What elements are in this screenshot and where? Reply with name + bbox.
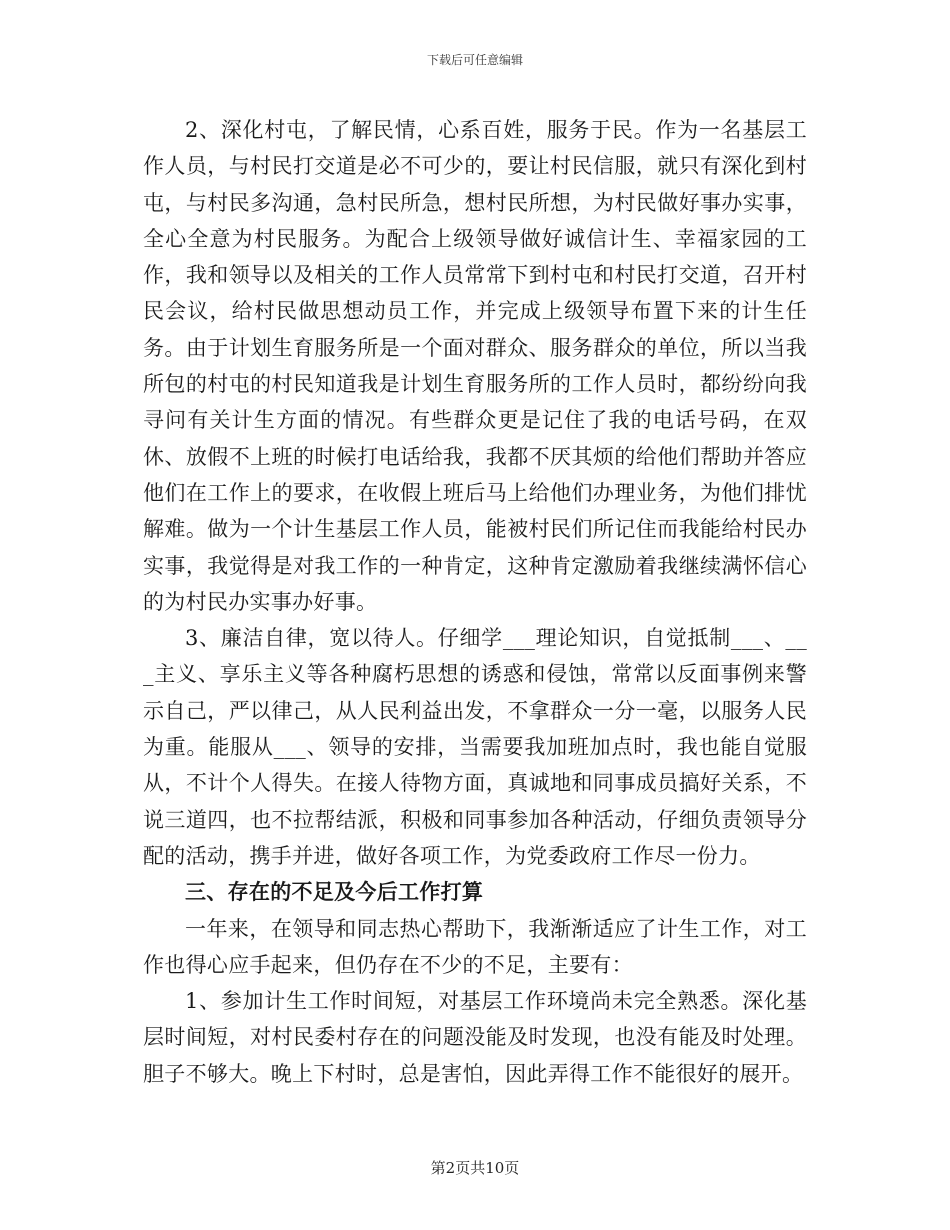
document-body (143, 112, 807, 1092)
page-number-footer: 第2页共10页 (430, 1159, 520, 1177)
section-heading-3: 三、存在的不足及今后工作打算 (185, 879, 484, 905)
page-header-note: 下载后可任意编辑 (426, 53, 523, 67)
paragraph-section-2-item-3: 3、廉洁自律，宽以待人。仔细学___理论知识，自觉抵制___、___主义、享乐主义等各种腐朽思想的诱惑和侵蚀，常常以反面事例来警示自己，严以律己，从人民利益出发，不拿群众一分一毫，以服务人民为重。能服从___、领导的安排，当需要我加班加点时，我也能自觉服从，不计个人得失。在接人待物方面，真诚地和同事成员搞好关系，不说三道四，也不拉帮结派，积极和同事参加各种活动，仔细负责领导分配的活动，携手并进，做好各项工作，为党委政府工作尽一份力。 (143, 626, 807, 868)
paragraph-section-3-intro: 一年来，在领导和同志热心帮助下，我渐渐适应了计生工作，对工作也得心应手起来，但仍存在不少的不足，主要有： (143, 916, 807, 977)
paragraph-section-2-item-2: 2、深化村屯，了解民情，心系百姓，服务于民。作为一名基层工作人员，与村民打交道是必不可少的，要让村民信服，就只有深化到村屯，与村民多沟通，急村民所急，想村民所想，为村民做好事办实事，全心全意为村民服务。为配合上级领导做好诚信计生、幸福家园的工作，我和领导以及相关的工作人员常常下到村屯和村民打交道，召开村民会议，给村民做思想动员工作，并完成上级领导布置下来的计生任务。由于计划生育服务所是一个面对群众、服务群众的单位，所以当我所包的村屯的村民知道我是计划生育服务所的工作人员时，都纷纷向我寻问有关计生方面的情况。有些群众更是记住了我的电话号码，在双休、放假不上班的时候打电话给我，我都不厌其烦的给他们帮助并答应他们在工作上的要求，在收假上班后马上给他们办理业务，为他们排忧解难。做为一个计生基层工作人员，能被村民们所记住而我能给村民办实事，我觉得是对我工作的一种肯定，这种肯定激励着我继续满怀信心的为村民办实事办好事。 (143, 118, 807, 614)
paragraph-section-3-item-1: 1、参加计生工作时间短，对基层工作环境尚未完全熟悉。深化基层时间短，对村民委村存在的问题没能及时发现，也没有能及时处理。胆子不够大。晚上下村时，总是害怕，因此弄得工作不能很好的展开。 (143, 989, 807, 1086)
